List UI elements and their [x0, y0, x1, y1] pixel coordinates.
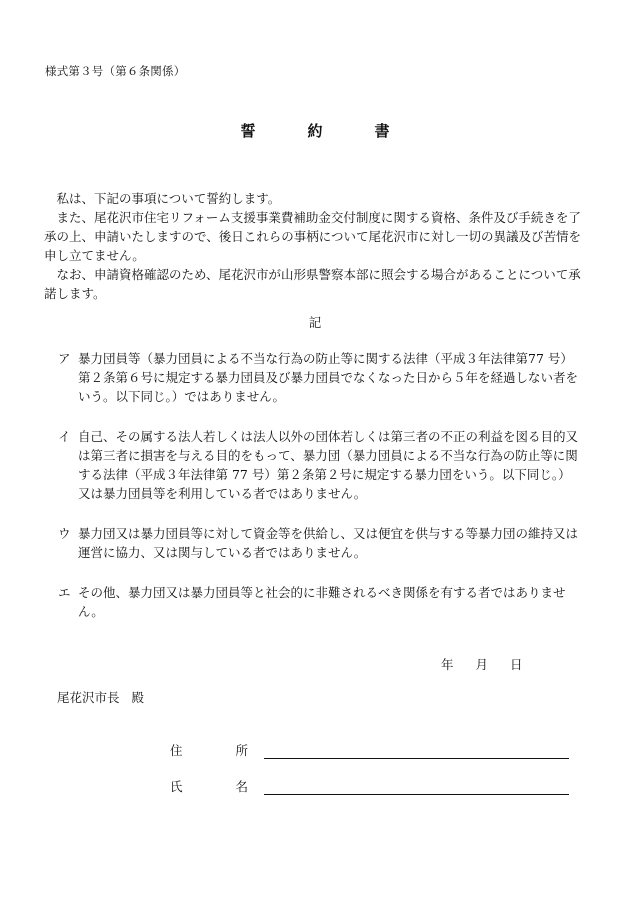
form-number: 様式第３号（第６条関係） [45, 64, 186, 78]
pledge-item [58, 427, 580, 503]
pledge-item [58, 349, 580, 406]
title-char: 書 [374, 122, 390, 140]
date-year-label: 年 [441, 657, 454, 672]
item-label: ウ [58, 526, 71, 541]
intro-paragraph: 私は、下記の事項について誓約します。 [56, 191, 281, 206]
addressee [57, 688, 144, 706]
item-text: 暴力団員等（暴力団員による不当な行為の防止等に関する法律（平成３年法律第77 号）第２条第６号に規定する暴力団員及び暴力団員でなくなった日から５年を経過しない者をいう。以下同じ。）ではありません。 [78, 351, 579, 404]
intro-paragraph: なお、申請資格確認のため、尾花沢市が山形県警察本部に照会する場合があることについて承諾します。 [44, 267, 581, 301]
item-text: 暴力団又は暴力団員等に対して資金等を供給し、又は便宜を供与する等暴力団の維持又は運営に協力、又は関与している者ではありません。 [78, 526, 579, 560]
item-label: ア [58, 351, 71, 366]
date-month-label: 月 [475, 657, 489, 672]
item-label: エ [58, 585, 71, 600]
date-day-label: 日 [510, 657, 523, 672]
address-label: 住 所 [170, 743, 248, 758]
item-text: その他、暴力団又は暴力団員等と社会的に非難されるべき関係を有する者ではありません。 [78, 585, 566, 619]
title-char: 約 [307, 122, 323, 140]
address-input-line[interactable] [264, 742, 569, 759]
pledge-item [58, 524, 580, 562]
date-line [441, 655, 523, 673]
addressee-name: 尾花沢市長 [57, 690, 120, 705]
title-char: 誓 [240, 122, 256, 140]
name-label: 氏 名 [170, 779, 248, 794]
document-title [0, 120, 630, 141]
pledge-items [58, 349, 580, 642]
intro-section [44, 189, 584, 303]
ki-heading: 記 [308, 315, 322, 330]
item-label: イ [58, 429, 71, 444]
intro-paragraph: また、尾花沢市住宅リフォーム支援事業費補助金交付制度に関する資格、条件及び手続きを了承の上、申請いたしますので、後日これらの事柄について尾花沢市に対し一切の異議及び苦情を申し立てません。 [44, 210, 582, 263]
name-field [170, 777, 569, 795]
address-field [170, 741, 569, 759]
item-text: 自己、その属する法人若しくは法人以外の団体若しくは第三者の不正の利益を図る目的又は第三者に損害を与える目的をもって、暴力団（暴力団員による不当な行為の防止等に関する法律（平成３年法律第 77 号）第２条第２号に規定する暴力団をいう。以下同じ。）又は暴力団員等を利用している者ではありません。 [78, 429, 579, 501]
name-input-line[interactable] [264, 778, 569, 795]
pledge-item [58, 583, 580, 621]
addressee-honorific: 殿 [131, 690, 145, 705]
